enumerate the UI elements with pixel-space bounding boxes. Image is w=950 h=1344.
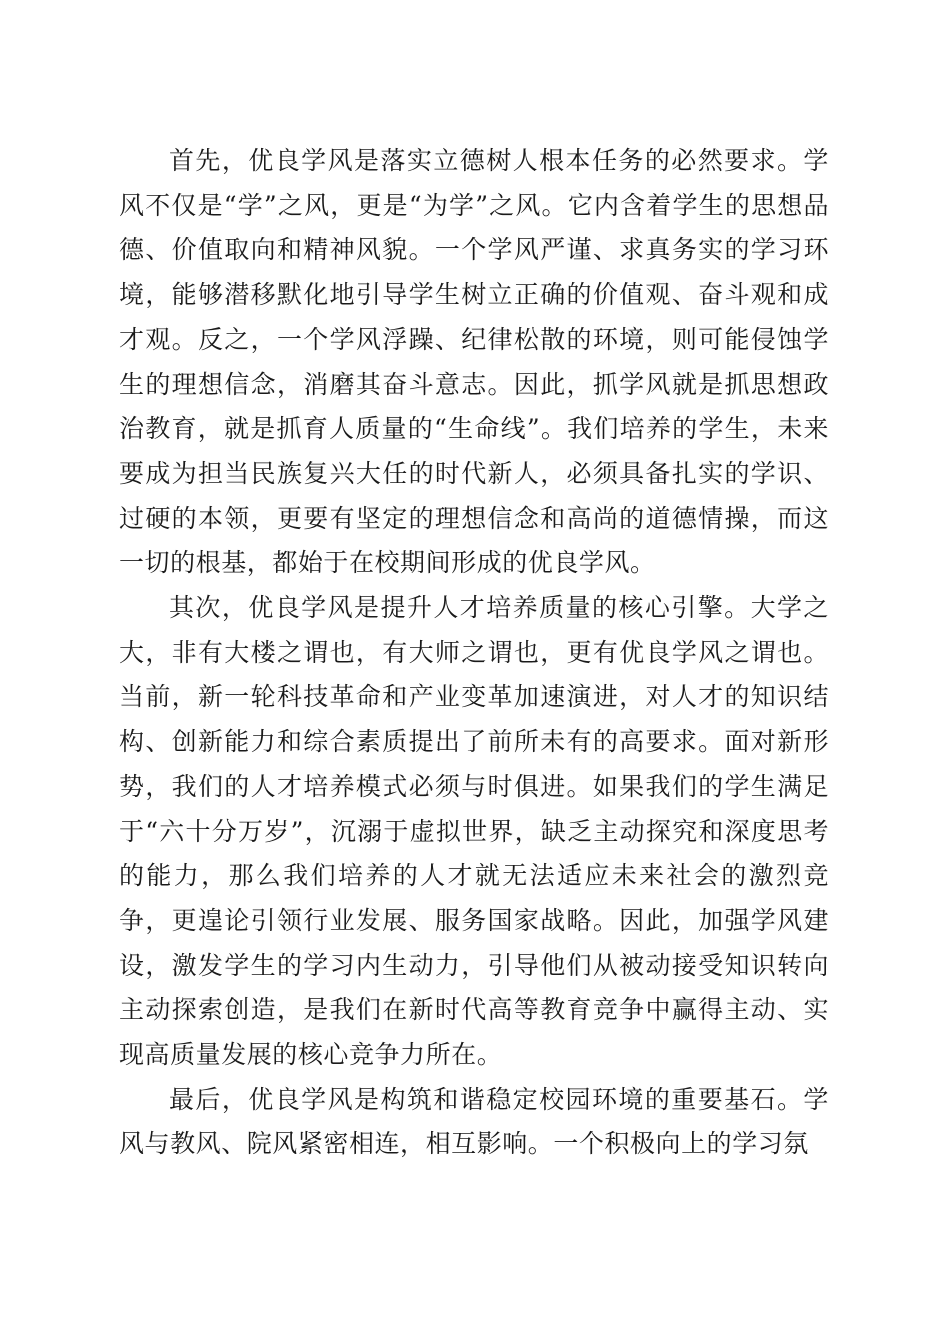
- paragraph-third: 最后，优良学风是构筑和谐稳定校园环境的重要基石。学风与教风、院风紧密相连，相互影响。一个积极向上的学习氛: [119, 1084, 829, 1159]
- document-body: [119, 139, 829, 1167]
- paragraph-first: 首先，优良学风是落实立德树人根本任务的必然要求。学风不仅是“学”之风，更是“为学”之风。它内含着学生的思想品德、价值取向和精神风貌。一个学风严谨、求真务实的学习环境，能够潜移默化地引导学生树立正确的价值观、奋斗观和成才观。反之，一个学风浮躁、纪律松散的环境，则可能侵蚀学生的理想信念，消磨其奋斗意志。因此，抓学风就是抓思想政治教育，就是抓育人质量的“生命线”。我们培养的学生，未来要成为担当民族复兴大任的时代新人，必须具备扎实的学识、过硬的本领，更要有坚定的理想信念和高尚的道德情操，而这一切的根基，都始于在校期间形成的优良学风。: [119, 146, 829, 578]
- paragraph-second: 其次，优良学风是提升人才培养质量的核心引擎。大学之大，非有大楼之谓也，有大师之谓也，更有优良学风之谓也。当前，新一轮科技革命和产业变革加速演进，对人才的知识结构、创新能力和综合素质提出了前所未有的高要求。面对新形势，我们的人才培养模式必须与时俱进。如果我们的学生满足于“六十分万岁”，沉溺于虚拟世界，缺乏主动探究和深度思考的能力，那么我们培养的人才就无法适应未来社会的激烈竞争，更遑论引领行业发展、服务国家战略。因此，加强学风建设，激发学生的学习内生动力，引导他们从被动接受知识转向主动探索创造，是我们在新时代高等教育竞争中赢得主动、实现高质量发展的核心竞争力所在。: [119, 593, 829, 1070]
